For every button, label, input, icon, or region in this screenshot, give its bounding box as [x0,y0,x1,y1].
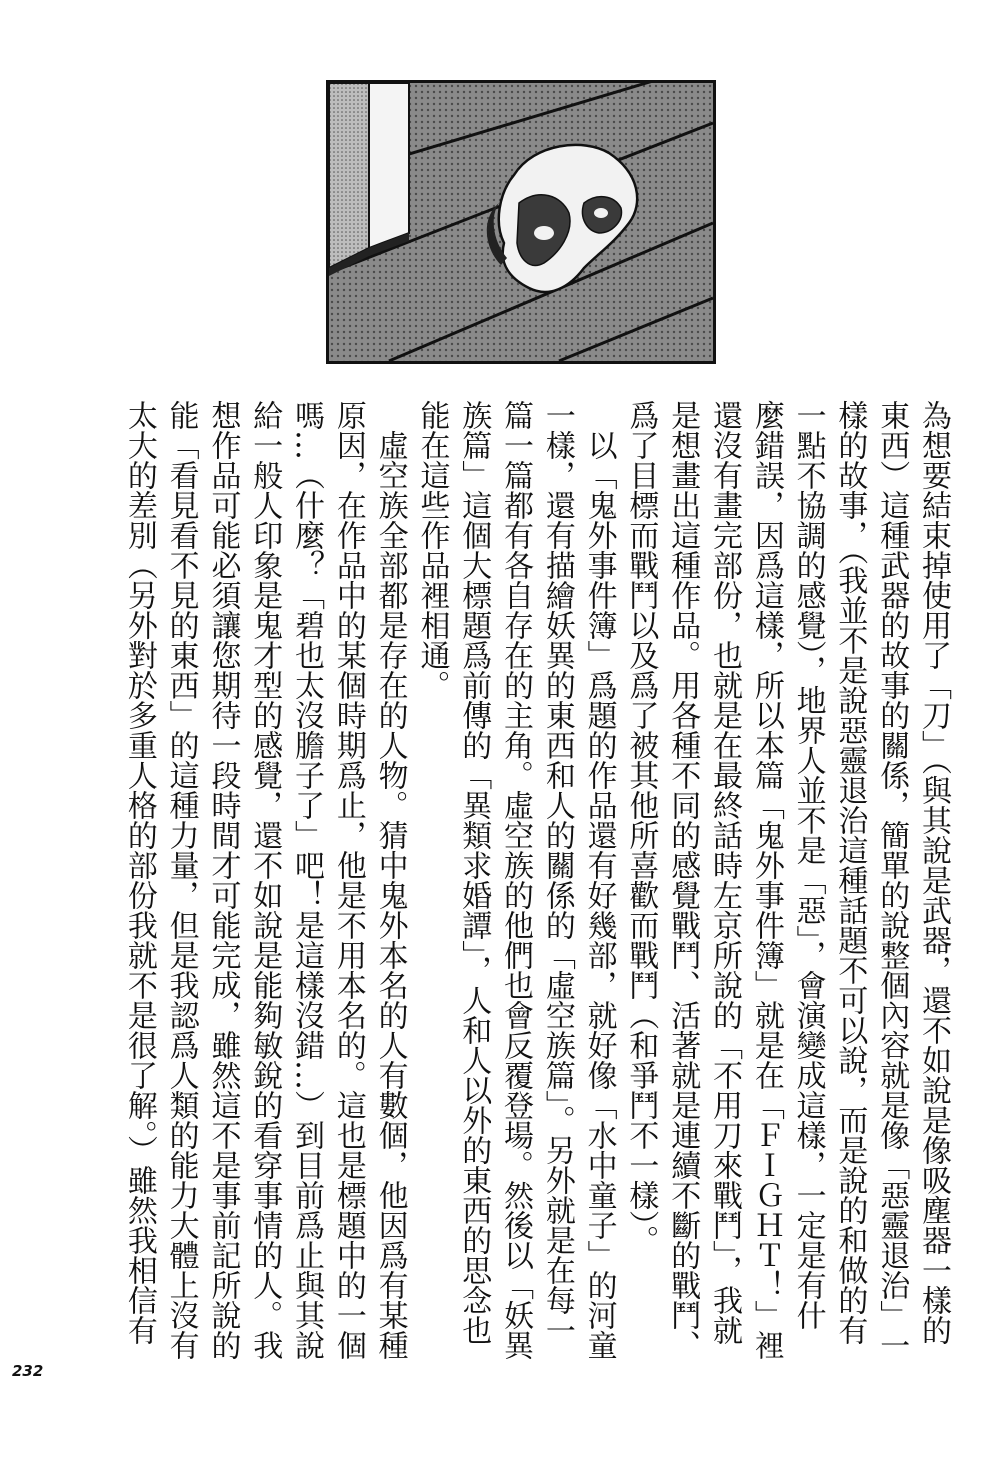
text-column: 還沒有畫完部份，也就是在最終話時左京所說的「不用刀來戰鬥」，我就 [707,400,743,1345]
text-column: 是想畫出這種作品。用各種不同的感覺戰鬥、活著就是連續不斷的戰鬥、 [665,400,701,1360]
mask-on-floor-illustration [326,80,716,364]
text-column: 虛空族全部都是存在的人物。猜中鬼外本名的人有數個，他因爲有某種 [372,400,408,1360]
text-column: 原因，在作品中的某個時期爲止，他是不用本名的。這也是標題中的一個 [330,400,366,1360]
text-column: 為想要結束掉使用了「刀」（與其說是武器，還不如說是像吸塵器一樣的 [916,400,951,1345]
text-column: 麼錯誤，因爲這樣，所以本篇「鬼外事件簿」就是在「ＦＩＧＨＴ！」裡 [748,400,784,1360]
text-column: 一樣，還有描繪妖異的東西和人的關係的「虛空族篇」。另外就是在每一 [539,400,575,1345]
text-column: 嗎…（什麼？「碧也太沒膽子了」吧！是這樣沒錯…）到目前爲止與其說 [289,400,325,1360]
text-column: 能「看見看不見的東西」的這種力量，但是我認爲人類的能力大體上沒有 [163,400,199,1360]
text-column: 樣的故事，（我並不是說惡靈退治這種話題不可以說，而是說的和做的有 [832,400,868,1345]
page-number: 232 [12,1362,44,1380]
text-column: 以「鬼外事件簿」爲題的作品還有好幾部，就好像「水中童子」的河童 [581,400,617,1360]
body-text [118,400,954,1420]
text-column: 想作品可能必須讓您期待一段時間才可能完成，雖然這不是事前記所說的 [205,400,241,1360]
text-column: 東西）這種武器的故事的關係，簡單的說整個內容就是像「惡靈退治」一 [874,400,910,1360]
text-column: 族篇」這個大標題爲前傳的「異類求婚譚」，人和人以外的東西的思念也 [456,400,492,1345]
text-column: 一點不協調的感覺），地界人並不是「惡」，會演變成這樣，一定是有什 [790,400,826,1330]
text-column: 能在這些作品裡相通。 [414,400,450,700]
text-column: 太大的差別（另外對於多重人格的部份我就不是很了解。）雖然我相信有 [121,400,157,1345]
text-column: 篇一篇都有各自存在的主角。虛空族的他們也會反覆登場。然後以「妖異 [498,400,534,1360]
text-column: 爲了目標而戰鬥以及爲了被其他所喜歡而戰鬥（和爭鬥不一樣）。 [623,400,659,1255]
fallen-mask-on-floor-icon [329,83,713,361]
text-column: 給一般人印象是鬼才型的感覺，還不如說是能夠敏銳的看穿事情的人。我 [247,400,283,1360]
